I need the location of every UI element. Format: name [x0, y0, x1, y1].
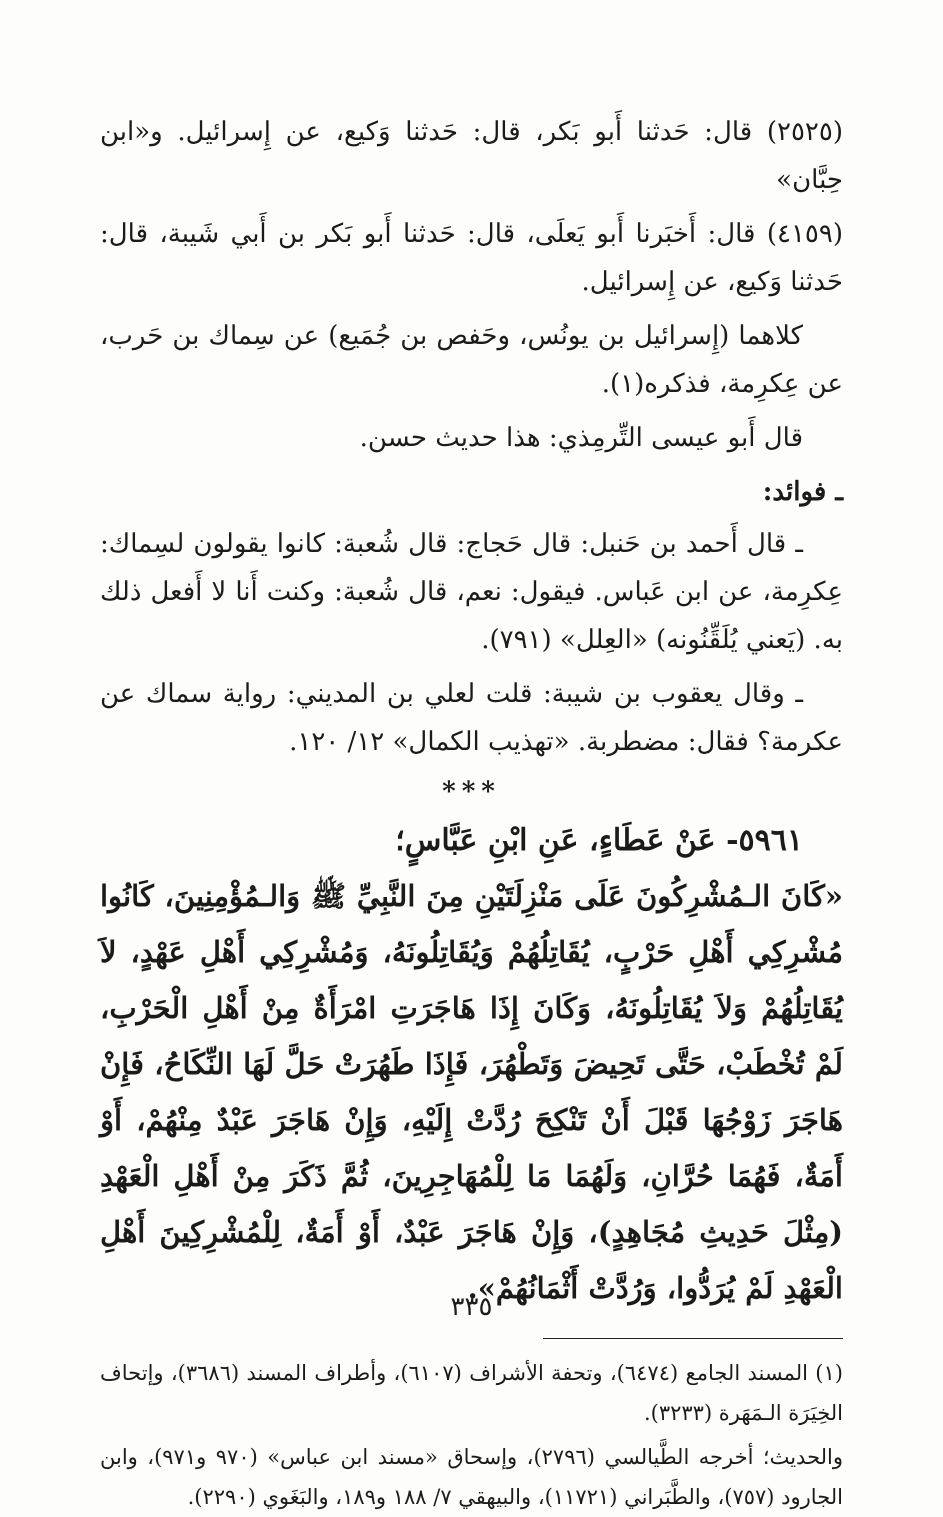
- page-number: ٣٣٥: [450, 1292, 493, 1322]
- footnote-1: (١) المسند الجامع (٦٤٧٤)، وتحفة الأشراف (٦١٠٧)، وأطراف المسند (٣٦٨٦)، وإتحاف الخِيَرَة الـمَهَرة (٣٢٣٣).: [100, 1361, 843, 1425]
- section-separator: ***: [442, 777, 501, 807]
- footnote-2: والحديث؛ أخرجه الطَّيالسي (٢٧٩٦)، وإسحاق «مسند ابن عباس» (٩٧٠ و٩٧١)، وابن الجارود (٧٥٧)، والطَّبَراني (١١٧٢١)، والبيهقي ٧/ ١٨٨ و١٨٩، والبَغَوي (٢٢٩٠).: [100, 1445, 844, 1509]
- chain-both: كلاهما (إِسرائيل بن يونُس، وحَفص بن جُمَيع) عن سِماك بن حَرب، عن عِكرِمة، فذكره(١).: [100, 321, 843, 399]
- benefit-item-1: ـ قال أَحمد بن حَنبل: قال حَجاج: قال شُعبة: كانوا يقولون لسِماك: عِكرِمة، عن ابن عَباس. فيقول: نعم، قال شُعبة: وكنت أَنا لا أَفعل ذلك به. (يَعني يُلَقِّنُونه) «العِلل» (٧٩١).: [100, 529, 843, 655]
- footnote-divider: [543, 1338, 843, 1339]
- source-line-2: (٤١٥٩) قال: أَخبَرنا أَبو يَعلَى، قال: حَدثنا أَبو بَكر بن أَبي شَيبة، قال: حَدثنا وَكيع، عن إِسرائيل.: [100, 219, 843, 297]
- tirmidhi-verdict: قال أَبو عيسى التِّرمِذي: هذا حديث حسن.: [359, 423, 803, 453]
- hadith-text: «كَانَ الـمُشْرِكُونَ عَلَى مَنْزِلَتَيْنِ مِنَ النَّبِيِّ ﷺ وَالـمُؤْمِنِينَ، كَانُوا مُشْرِكِي أَهْلِ حَرْبٍ، يُقَاتِلُهُمْ وَيُقَاتِلُونَهُ، وَمُشْرِكِي أَهْلِ عَهْدٍ، لاَ يُقَاتِلُهُمْ وَلاَ يُقَاتِلُونَهُ، وَكَانَ إِذَا هَاجَرَتِ امْرَأَةٌ مِنْ أَهْلِ الْحَرْبِ، لَمْ تُخْطَبْ، حَتَّى تَحِيضَ وَتَطْهُرَ، فَإِذَا طَهُرَتْ حَلَّ لَهَا النِّكَاحُ، فَإِنْ هَاجَرَ زَوْجُهَا قَبْلَ أَنْ تَنْكِحَ رُدَّتْ إِلَيْهِ، وَإِنْ هَاجَرَ عَبْدٌ مِنْهُمْ، أَوْ أَمَةٌ، فَهُمَا حُرَّانِ، وَلَهُمَا مَا لِلْمُهَاجِرِينَ، ثُمَّ ذَكَرَ مِنْ أَهْلِ الْعَهْدِ (مِثْلَ حَدِيثِ مُجَاهِدٍ)، وَإِنْ هَاجَرَ عَبْدٌ، أَوْ أَمَةٌ، لِلْمُشْرِكِينَ أَهْلِ الْعَهْدِ لَمْ يُرَدُّوا، وَرُدَّتْ أَثْمَانُهُمْ».: [100, 879, 843, 1305]
- benefit-item-2: ـ وقال يعقوب بن شيبة: قلت لعلي بن المديني: رواية سماك عن عكرمة؟ فقال: مضطربة. «تهذيب الكمال» ١٢/ ١٢٠.: [100, 679, 843, 757]
- source-line-1: (٢٥٢٥) قال: حَدثنا أَبو بَكر، قال: حَدثنا وَكيع، عن إِسرائيل. و«ابن حِبَّان»: [100, 117, 843, 195]
- hadith-heading: ٥٩٦١- عَنْ عَطَاءٍ، عَنِ ابْنِ عَبَّاسٍ؛: [395, 823, 803, 858]
- benefits-heading: ـ فوائد:: [762, 477, 843, 507]
